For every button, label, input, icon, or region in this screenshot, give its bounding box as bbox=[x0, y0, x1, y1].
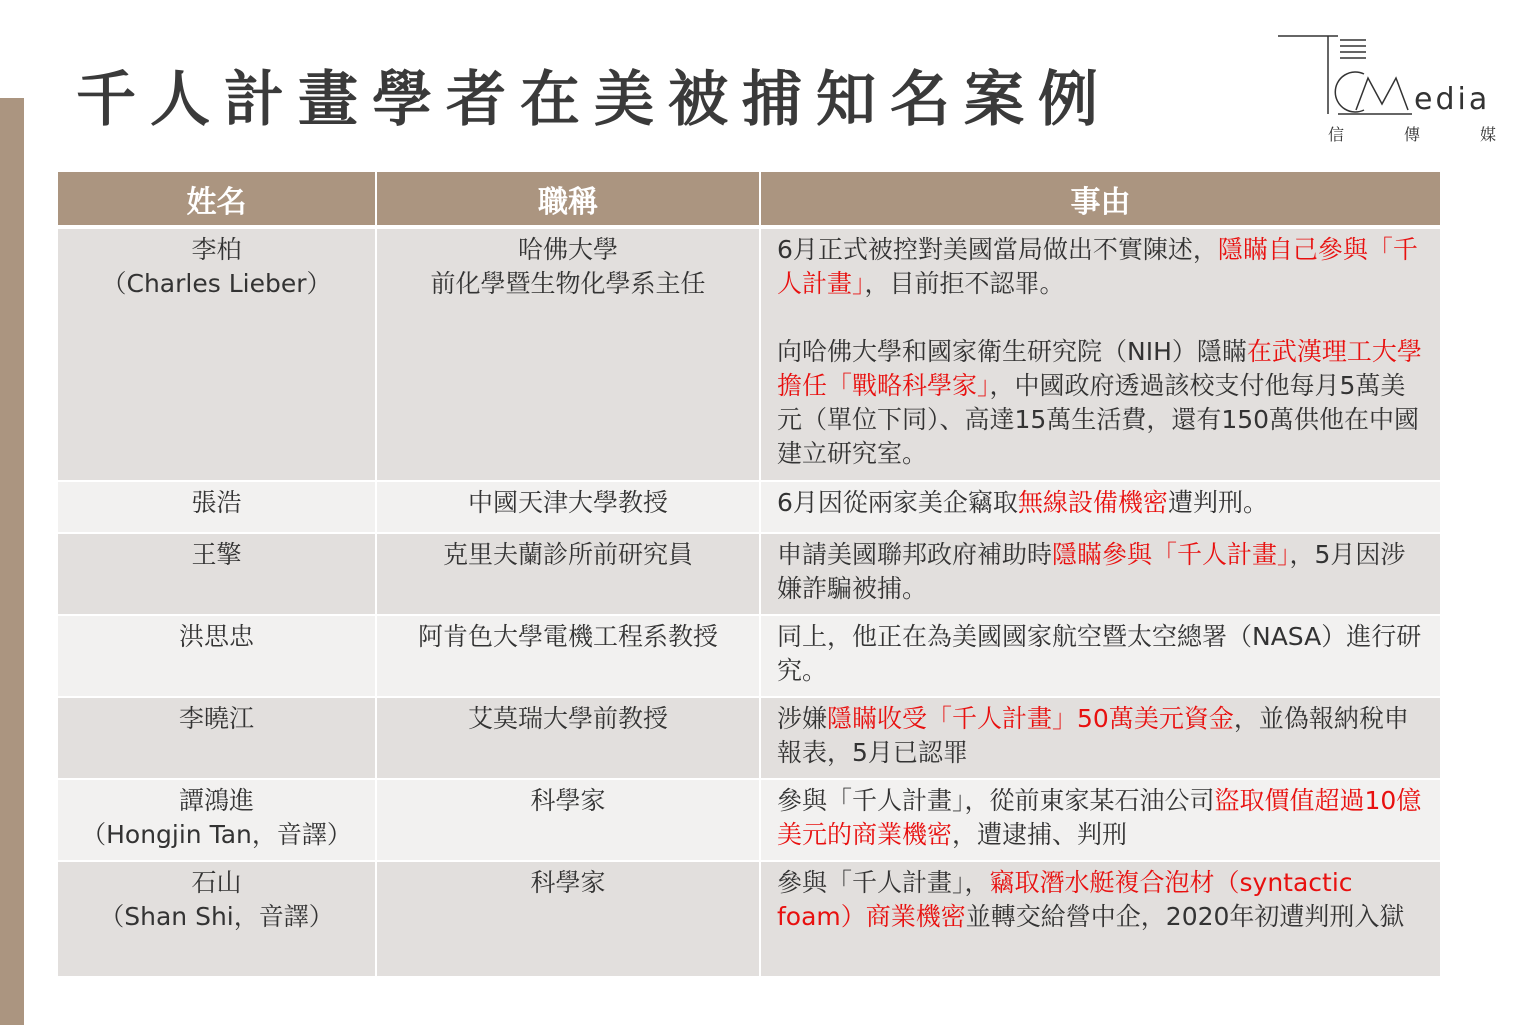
cell-name bbox=[58, 779, 376, 861]
logo-char: 信 bbox=[1328, 125, 1345, 144]
table-row bbox=[58, 861, 1440, 977]
person-name-english: （Charles Lieber） bbox=[101, 269, 332, 298]
reason-paragraph bbox=[777, 486, 1430, 520]
media-logo bbox=[1278, 30, 1498, 150]
job-title-line: 前化學暨生物化學系主任 bbox=[430, 269, 706, 298]
reason-paragraph bbox=[777, 620, 1430, 688]
header-reason: 事由 bbox=[760, 172, 1440, 227]
cell-name bbox=[58, 615, 376, 697]
cell-job-title bbox=[376, 861, 760, 977]
reason-paragraph bbox=[777, 335, 1430, 471]
table-row bbox=[58, 615, 1440, 697]
table-row bbox=[58, 697, 1440, 779]
reason-text: 向哈佛大學和國家衛生研究院（NIH）隱瞞 bbox=[777, 337, 1247, 366]
highlighted-text: 隱瞞收受「千人計畫」50萬美元資金 bbox=[827, 704, 1234, 733]
cell-reason bbox=[760, 779, 1440, 861]
person-name: 洪思忠 bbox=[178, 622, 254, 651]
cell-reason bbox=[760, 861, 1440, 977]
reason-paragraph bbox=[777, 866, 1430, 934]
highlighted-text: 在武漢理工大學擔任「戰略科學家」 bbox=[777, 337, 1422, 400]
left-accent-bar bbox=[0, 98, 24, 1025]
logo-chinese bbox=[1328, 122, 1496, 145]
logo-word: edia bbox=[1414, 82, 1491, 117]
job-title-line: 中國天津大學教授 bbox=[467, 488, 668, 517]
reason-text: ，遭逮捕、判刑 bbox=[952, 820, 1128, 849]
highlighted-text: 隱瞞參與「千人計畫」 bbox=[1052, 540, 1290, 569]
cell-job-title bbox=[376, 481, 760, 533]
table-row bbox=[58, 533, 1440, 615]
cases-table bbox=[58, 172, 1440, 978]
logo-mark-icon bbox=[1278, 30, 1428, 120]
person-name-english: （Shan Shi，音譯） bbox=[99, 902, 334, 931]
table-row bbox=[58, 481, 1440, 533]
cell-reason bbox=[760, 533, 1440, 615]
reason-text: ，並偽報納稅申報表，5月已認罪 bbox=[777, 704, 1409, 767]
reason-text: 6月因從兩家美企竊取 bbox=[777, 488, 1018, 517]
reason-text: 遭判刑。 bbox=[1167, 488, 1268, 517]
logo-char: 媒 bbox=[1479, 125, 1496, 144]
cell-name bbox=[58, 227, 376, 481]
cell-reason bbox=[760, 615, 1440, 697]
cell-job-title bbox=[376, 697, 760, 779]
reason-paragraph bbox=[777, 233, 1430, 301]
reason-paragraph bbox=[777, 538, 1430, 606]
cell-job-title bbox=[376, 615, 760, 697]
highlighted-text: 竊取潛水艇複合泡材（syntactic foam）商業機密 bbox=[777, 868, 1353, 931]
reason-paragraph bbox=[777, 784, 1430, 852]
person-name: 李曉江 bbox=[178, 704, 254, 733]
reason-text: ，中國政府透過該校支付他每月5萬美元（單位下同）、高達15萬生活費，還有150萬供他在中國建立研究室。 bbox=[777, 371, 1420, 468]
reason-text: 參與「千人計畫」， bbox=[777, 868, 990, 897]
job-title-line: 哈佛大學 bbox=[517, 235, 618, 264]
reason-text: 並轉交給營中企，2020年初遭判刑入獄 bbox=[965, 902, 1405, 931]
reason-text: 6月正式被控對美國當局做出不實陳述， bbox=[777, 235, 1218, 264]
cell-reason bbox=[760, 227, 1440, 481]
reason-paragraph bbox=[777, 702, 1430, 770]
person-name-english: （Hongjin Tan，音譯） bbox=[81, 820, 352, 849]
job-title-line: 科學家 bbox=[530, 868, 606, 897]
reason-text: ，5月因涉嫌詐騙被捕。 bbox=[777, 540, 1406, 603]
person-name: 王擎 bbox=[191, 540, 242, 569]
cell-reason bbox=[760, 481, 1440, 533]
highlighted-text: 隱瞞自己參與「千人計畫」 bbox=[777, 235, 1418, 298]
cell-name bbox=[58, 481, 376, 533]
cell-name bbox=[58, 697, 376, 779]
job-title-line: 艾莫瑞大學前教授 bbox=[467, 704, 668, 733]
cell-reason bbox=[760, 697, 1440, 779]
table-row bbox=[58, 779, 1440, 861]
reason-text: 涉嫌 bbox=[777, 704, 828, 733]
table-header-row bbox=[58, 172, 1440, 227]
job-title-line: 阿肯色大學電機工程系教授 bbox=[417, 622, 718, 651]
logo-char: 傳 bbox=[1403, 125, 1420, 144]
cell-job-title bbox=[376, 533, 760, 615]
reason-text: ，目前拒不認罪。 bbox=[864, 269, 1065, 298]
cell-name bbox=[58, 861, 376, 977]
highlighted-text: 盜取價值超過10億美元的商業機密 bbox=[777, 786, 1422, 849]
person-name: 張浩 bbox=[191, 488, 242, 517]
cell-job-title bbox=[376, 227, 760, 481]
table-body bbox=[58, 227, 1440, 977]
header-name: 姓名 bbox=[58, 172, 376, 227]
reason-text: 同上，他正在為美國國家航空暨太空總署（NASA）進行研究。 bbox=[777, 622, 1422, 685]
cell-job-title bbox=[376, 779, 760, 861]
person-name: 李柏 bbox=[191, 235, 242, 264]
cell-name bbox=[58, 533, 376, 615]
page-title: 千人計畫學者在美被捕知名案例 bbox=[76, 65, 1112, 135]
job-title-line: 克里夫蘭診所前研究員 bbox=[442, 540, 693, 569]
reason-text: 參與「千人計畫」，從前東家某石油公司 bbox=[777, 786, 1215, 815]
header-title: 職稱 bbox=[376, 172, 760, 227]
highlighted-text: 無線設備機密 bbox=[1017, 488, 1168, 517]
person-name: 譚鴻進 bbox=[178, 786, 254, 815]
job-title-line: 科學家 bbox=[530, 786, 606, 815]
reason-text: 申請美國聯邦政府補助時 bbox=[777, 540, 1053, 569]
person-name: 石山 bbox=[191, 868, 242, 897]
paragraph-gap bbox=[777, 301, 1430, 335]
table-row bbox=[58, 227, 1440, 481]
